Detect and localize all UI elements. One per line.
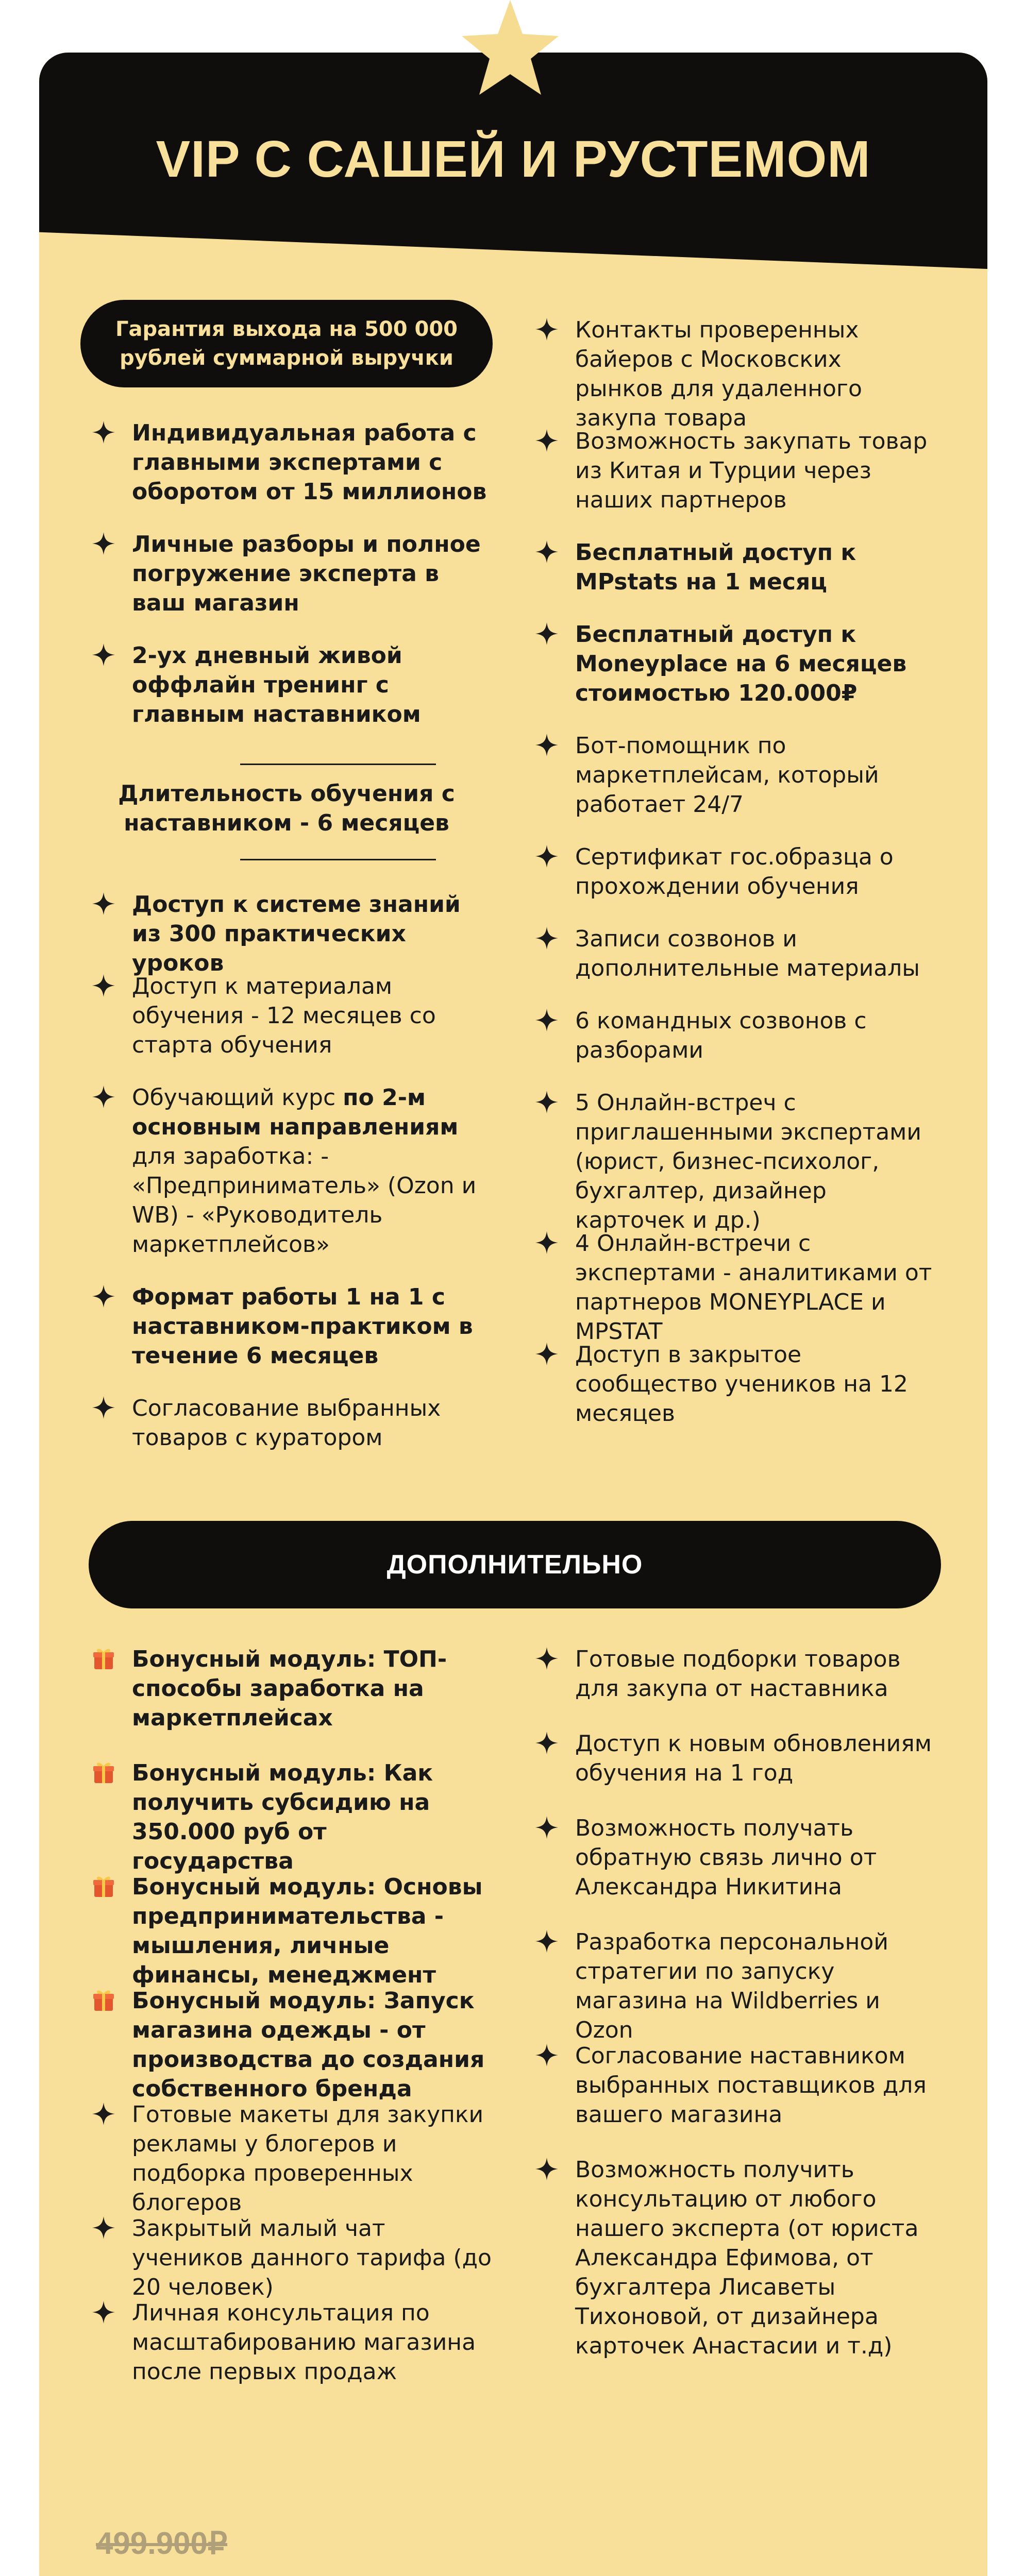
feature-item — [91, 972, 493, 1060]
feature-text: Доступ к системе знаний из 300 практических уроков — [132, 891, 461, 976]
feature-text: Доступ к новым обновлениям обучения на 1 год — [575, 1731, 932, 1786]
feature-text: Личные разборы и полное погружение эксперта в ваш магазин — [132, 531, 481, 616]
feature-text: Бесплатный доступ к Moneyplace на 6 месяцев стоимостью 120.000₽ — [575, 621, 907, 706]
feature-item — [534, 1088, 936, 1235]
star-icon — [534, 621, 560, 647]
feature-text: Бот-помощник по маркетплейсам, который работает 24/7 — [575, 733, 879, 818]
feature-item — [91, 418, 493, 506]
star-icon — [534, 1007, 560, 1033]
star-icon — [534, 732, 560, 758]
feature-item — [91, 2214, 493, 2302]
star-icon — [91, 642, 116, 668]
feature-item — [534, 1340, 936, 1428]
star-icon — [534, 925, 560, 951]
feature-item — [534, 315, 936, 433]
star-icon — [91, 2299, 116, 2325]
gift-icon — [91, 1759, 116, 1785]
star-icon — [534, 843, 560, 869]
feature-text: Индивидуальная работа с главными экспертами с оборотом от 15 миллионов — [132, 420, 487, 505]
feature-item — [534, 1729, 936, 1788]
feature-item — [534, 538, 936, 597]
star-icon — [534, 1341, 560, 1367]
feature-text: Бонусный модуль: Запуск магазина одежды - от производства до создания собственного бренда — [132, 1988, 485, 2102]
star-icon — [91, 2215, 116, 2241]
guarantee-badge: Гарантия выхода на 500 000 рублей суммарной выручки — [80, 300, 493, 387]
feature-text: Доступ в закрытое сообщество учеников на 12 месяцев — [575, 1342, 908, 1427]
star-icon — [91, 891, 116, 917]
feature-text: Личная консультация по масштабированию магазина после первых продаж — [132, 2300, 476, 2385]
feature-item — [534, 1229, 936, 1346]
feature-item — [91, 641, 493, 729]
feature-item — [534, 1645, 936, 1703]
star-icon — [534, 428, 560, 453]
feature-text: Доступ к материалам обучения - 12 месяцев со старта обучения — [132, 973, 436, 1058]
feature-text: Формат работы 1 на 1 с наставником-практиком в течение 6 месяцев — [132, 1284, 473, 1369]
feature-text: 5 Онлайн-встреч с приглашенными экспертами (юрист, бизнес-психолог, бухгалтер, дизайнер карточек и др.) — [575, 1090, 921, 1233]
feature-text — [132, 1084, 476, 1258]
feature-text: Готовые макеты для закупки рекламы у блогеров и подборка проверенных блогеров — [132, 2102, 484, 2216]
feature-item — [534, 842, 936, 901]
feature-text: 6 командных созвонов с разборами — [575, 1008, 867, 1063]
feature-item — [91, 1394, 493, 1452]
feature-text: Возможность закупать товар из Китая и Турции через наших партнеров — [575, 428, 928, 513]
feature-text: 4 Онлайн-встречи с экспертами - аналитиками от партнеров MONEYPLACE и MPSTAT — [575, 1230, 932, 1345]
vip-tariff-card — [39, 53, 987, 2576]
star-icon — [534, 1730, 560, 1756]
star-icon — [534, 1089, 560, 1115]
feature-text: Сертификат гос.образца о прохождении обучения — [575, 844, 894, 900]
star-icon — [91, 1395, 116, 1420]
feature-item — [534, 2155, 936, 2361]
star-icon — [91, 1084, 116, 1110]
feature-text: Бонусный модуль: Основы предпринимательства - мышления, личные финансы, менеджмент — [132, 1874, 483, 1988]
feature-text: Согласование наставником выбранных поставщиков для вашего магазина — [575, 2043, 927, 2128]
gift-icon — [91, 1646, 116, 1671]
feature-text: Разработка персональной стратегии по запуску магазина на Wildberries и Ozon — [575, 1929, 888, 2043]
feature-item — [534, 1927, 936, 2045]
feature-item — [534, 427, 936, 515]
star-icon — [534, 2042, 560, 2068]
duration-text: Длительность обучения с наставником - 6 месяцев — [118, 781, 455, 836]
feature-text-pre: Обучающий курс — [132, 1084, 343, 1111]
feature-item — [534, 1814, 936, 1902]
feature-text: 2-ух дневный живой оффлайн тренинг с главным наставником — [132, 642, 421, 727]
star-icon — [91, 1283, 116, 1309]
feature-text: Бесплатный доступ к MPstats на 1 месяц — [575, 539, 856, 595]
feature-text: Возможность получить консультацию от любого нашего эксперта (от юриста Александра Ефимова, от бухгалтера Лисаветы Тихоновой, от дизайнера карточек Анастасии и т.д) — [575, 2157, 919, 2359]
star-icon — [534, 1815, 560, 1840]
feature-item — [91, 2298, 493, 2386]
additional-banner: ДОПОЛНИТЕЛЬНО — [89, 1521, 941, 1608]
feature-item — [91, 1986, 493, 2104]
feature-item — [91, 1645, 493, 1733]
feature-text-post: для заработка: - «Предприниматель» (Ozon и WB) - «Руководитель маркетплейсов» — [132, 1143, 477, 1258]
tariff-title: VIP С САШЕЙ И РУСТЕМОМ — [156, 130, 871, 188]
star-icon — [534, 316, 560, 342]
gift-icon — [91, 1873, 116, 1899]
feature-item — [91, 1083, 493, 1259]
star-icon — [91, 973, 116, 998]
star-icon — [91, 531, 116, 556]
feature-item — [534, 924, 936, 983]
star-icon — [534, 1230, 560, 1256]
feature-item — [534, 620, 936, 708]
star-icon — [459, 0, 562, 98]
feature-item — [91, 890, 493, 978]
feature-item — [91, 2100, 493, 2217]
feature-item — [91, 530, 493, 618]
old-price: 499.900₽ — [96, 2526, 228, 2561]
feature-text: Контакты проверенных байеров с Московских рынков для удаленного закупа товара — [575, 317, 862, 431]
star-icon — [91, 2101, 116, 2127]
feature-text: Согласование выбранных товаров с куратором — [132, 1395, 441, 1451]
divider-bottom — [240, 859, 436, 860]
feature-text: Записи созвонов и дополнительные материалы — [575, 926, 920, 981]
feature-item — [534, 2041, 936, 2129]
feature-item — [534, 1006, 936, 1065]
feature-item — [534, 731, 936, 819]
feature-text-strong: по 2-м основным направлениям — [132, 1084, 459, 1140]
feature-item — [91, 1282, 493, 1370]
star-icon — [534, 1928, 560, 1954]
feature-text: Возможность получать обратную связь лично от Александра Никитина — [575, 1815, 877, 1900]
divider-top — [240, 764, 436, 765]
star-icon — [534, 2156, 560, 2182]
feature-text: Бонусный модуль: ТОП-способы заработка на маркетплейсах — [132, 1646, 447, 1731]
feature-text: Закрытый малый чат учеников данного тарифа (до 20 человек) — [132, 2215, 492, 2300]
feature-text: Бонусный модуль: Как получить субсидию на 350.000 руб от государства — [132, 1760, 433, 1874]
feature-text: Готовые подборки товаров для закупа от наставника — [575, 1646, 901, 1702]
star-icon — [91, 419, 116, 445]
feature-item — [91, 1758, 493, 1876]
star-icon — [534, 539, 560, 565]
gift-icon — [91, 1987, 116, 2013]
feature-item — [91, 1872, 493, 1990]
star-icon — [534, 1646, 560, 1671]
